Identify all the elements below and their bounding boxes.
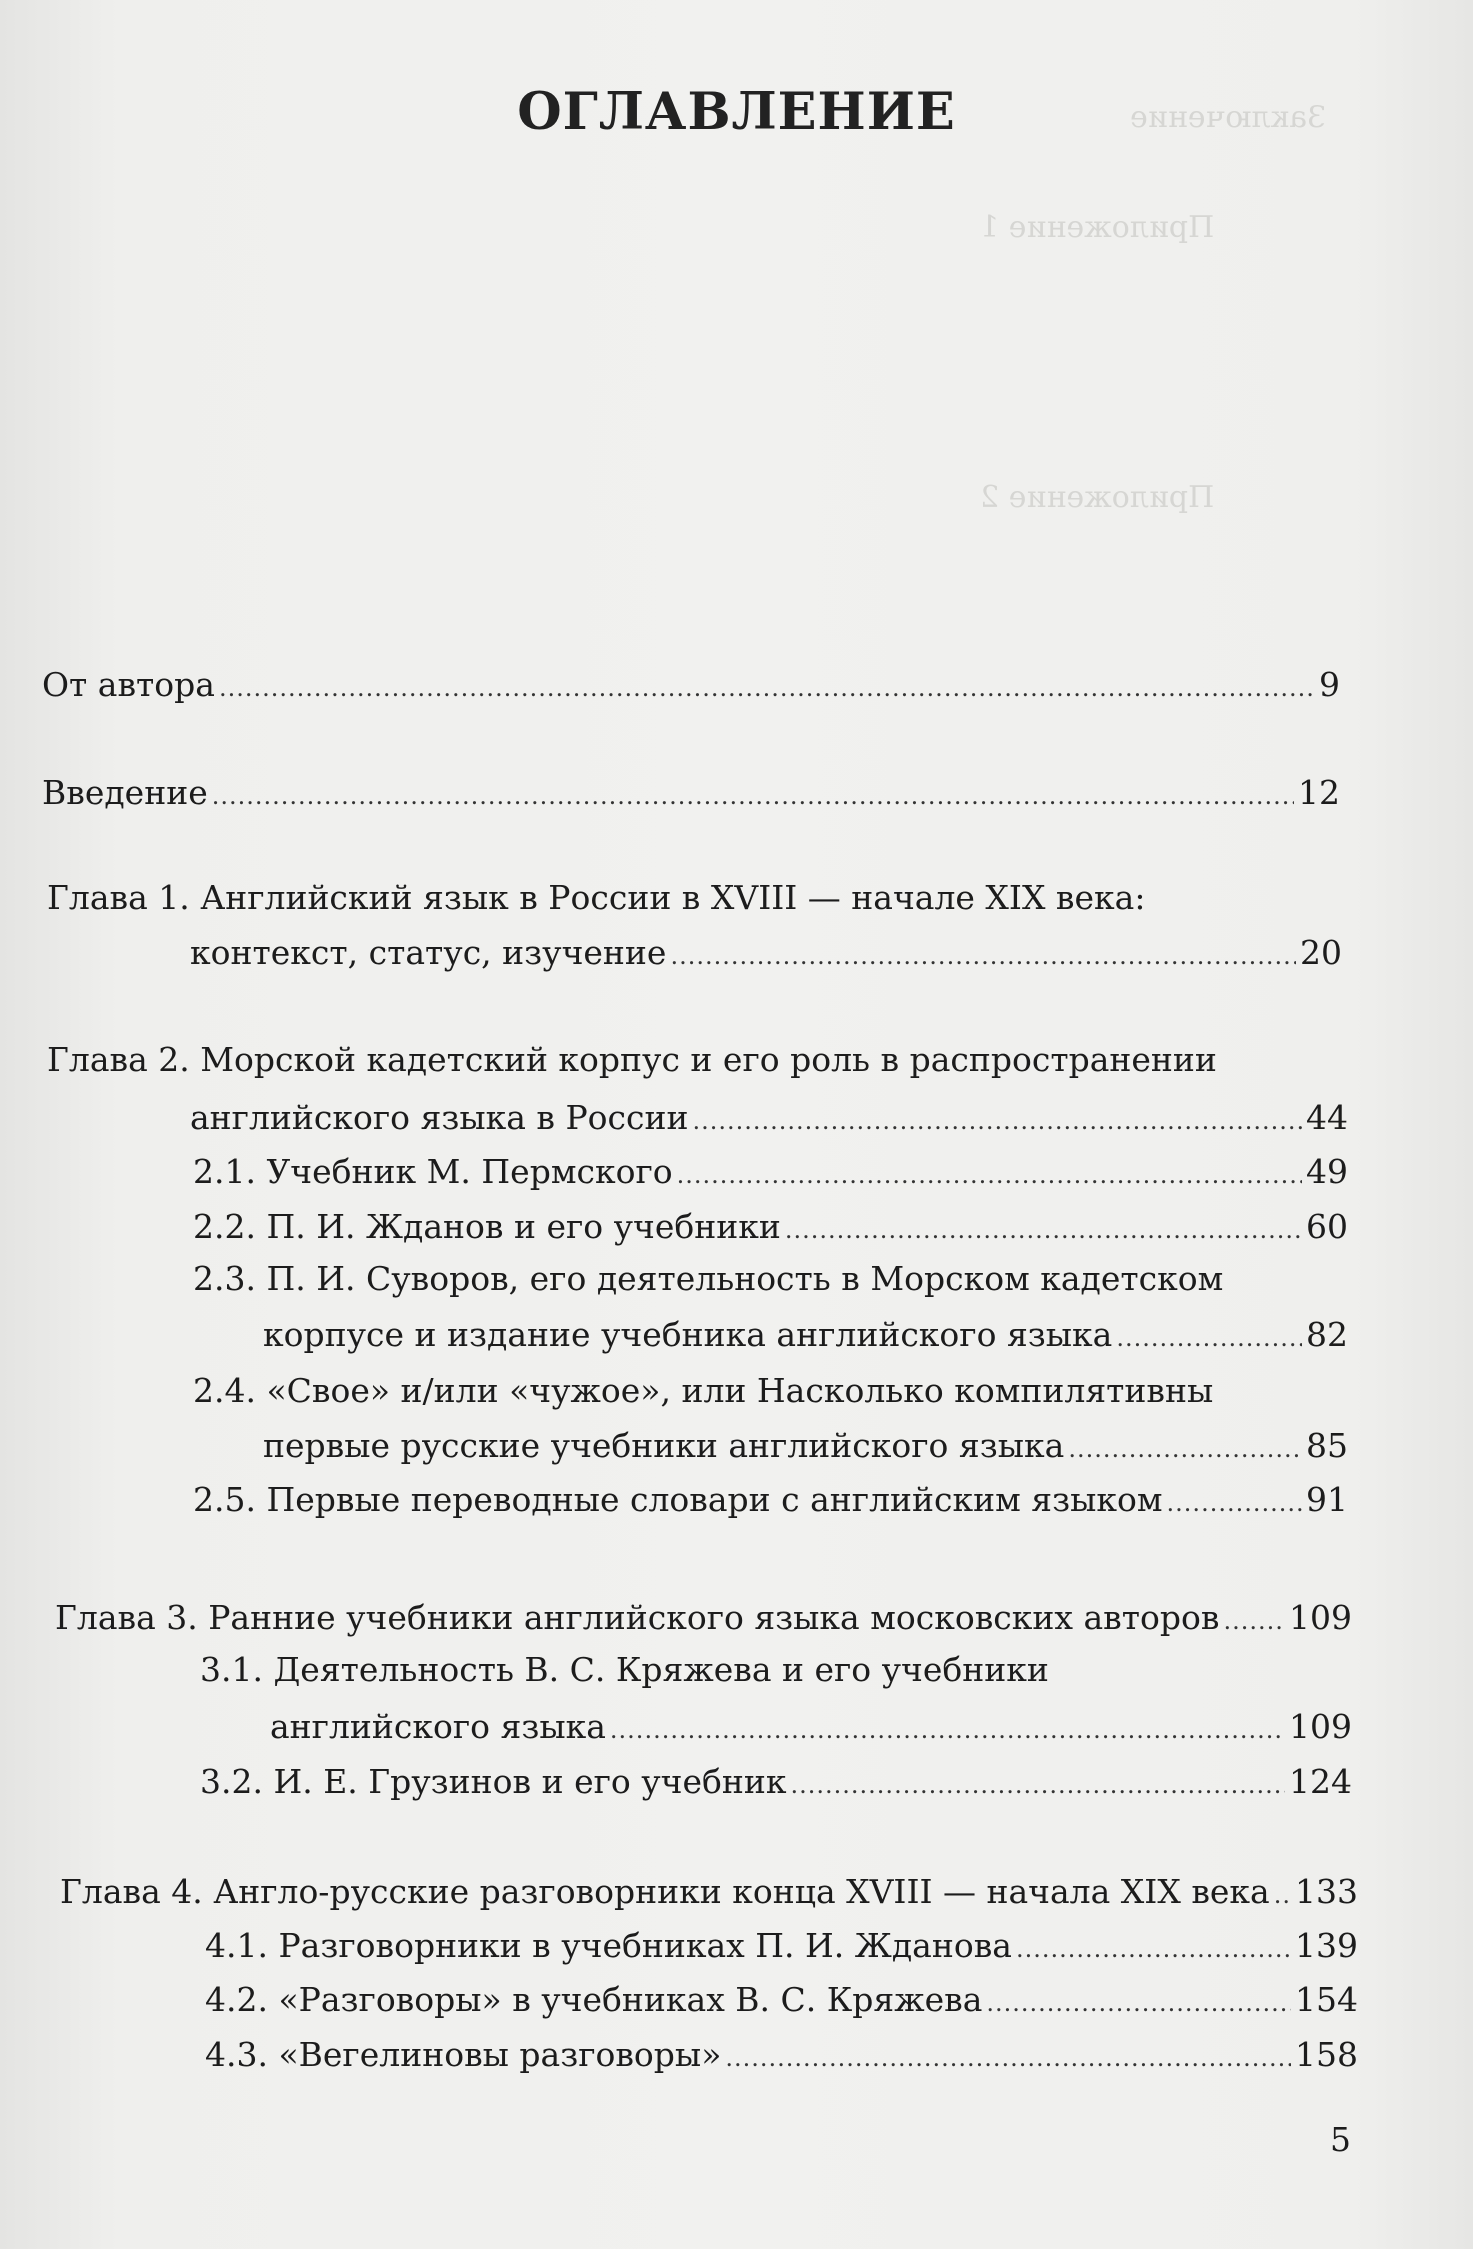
dot-leader [219, 668, 1315, 708]
toc-entry-section-2-2[interactable]: 2.2. П. И. Жданов и его учебники ..... 60 [193, 1207, 1348, 1250]
dot-leader [677, 1155, 1302, 1195]
toc-entry-section-4-2[interactable]: 4.2. «Разговоры» в учебниках В. С. Кряжева ..... 154 [205, 1980, 1358, 2023]
dot-leader [986, 1983, 1291, 2023]
toc-entry-chapter-3[interactable]: Глава 3. Ранние учебники английского языка московских авторов ..... 109 [55, 1598, 1352, 1641]
dot-leader [1116, 1318, 1302, 1358]
bleed-through-text: Приложение 2 [980, 480, 1215, 515]
toc-entry-section-4-1[interactable]: 4.1. Разговорники в учебниках П. И. Жданова ..... 139 [205, 1926, 1358, 1969]
toc-entry-chapter-2[interactable]: английского языка в России ..... 44 [190, 1098, 1348, 1141]
toc-entry-section-2-3-line1[interactable]: 2.3. П. И. Суворов, его деятельность в Морском кадетском [193, 1259, 1224, 1298]
toc-entry-section-4-3[interactable]: 4.3. «Вегелиновы разговоры» ..... 158 [205, 2035, 1358, 2078]
dot-leader [785, 1210, 1302, 1250]
dot-leader [1068, 1429, 1302, 1469]
toc-entry-section-2-4-line1[interactable]: 2.4. «Свое» и/или «чужое», или Насколько компилятивны [193, 1371, 1214, 1410]
dot-leader [670, 936, 1296, 976]
bleed-through-text: Приложение 1 [980, 210, 1215, 245]
toc-entry-chapter-1[interactable]: контекст, статус, изучение ..... 20 [190, 933, 1342, 976]
toc-entry-section-2-3[interactable]: корпусе и издание учебника английского языка ..... 82 [263, 1315, 1348, 1358]
dot-leader [1167, 1483, 1302, 1523]
dot-leader [610, 1710, 1285, 1750]
toc-entry-section-2-1[interactable]: 2.1. Учебник М. Пермского ..... 49 [193, 1152, 1348, 1195]
toc-title: ОГЛАВЛЕНИЕ [517, 82, 956, 142]
dot-leader [1223, 1601, 1285, 1641]
dot-leader [693, 1101, 1303, 1141]
toc-entry-chapter-4[interactable]: Глава 4. Англо-русские разговорники конца XVIII — начала XIX века ..... 133 [60, 1872, 1358, 1915]
toc-entry-section-3-1-line1[interactable]: 3.1. Деятельность В. С. Кряжева и его учебники [200, 1650, 1049, 1689]
dot-leader [725, 2038, 1291, 2078]
toc-entry-section-2-4[interactable]: первые русские учебники английского языка ..... 85 [263, 1426, 1348, 1469]
toc-entry-section-3-1[interactable]: английского языка ..... 109 [270, 1707, 1352, 1750]
dot-leader [791, 1765, 1285, 1805]
bleed-through-text: Заключение [1130, 100, 1326, 135]
dot-leader [1016, 1929, 1291, 1969]
toc-entry-section-2-5[interactable]: 2.5. Первые переводные словари с английским языком ..... 91 [193, 1480, 1348, 1523]
dot-leader [212, 776, 1294, 816]
dot-leader [1274, 1875, 1291, 1915]
toc-entry-from-author[interactable]: От автора ..... 9 [42, 665, 1340, 708]
toc-entry-chapter-1-line1[interactable]: Глава 1. Английский язык в России в XVIII — начале XIX века: [47, 878, 1146, 917]
toc-entry-section-3-2[interactable]: 3.2. И. Е. Грузинов и его учебник ..... 124 [200, 1762, 1352, 1805]
toc-entry-chapter-2-line1[interactable]: Глава 2. Морской кадетский корпус и его роль в распространении [47, 1040, 1217, 1079]
page-number: 5 [1330, 2120, 1351, 2159]
toc-entry-introduction[interactable]: Введение ..... 12 [42, 773, 1340, 816]
